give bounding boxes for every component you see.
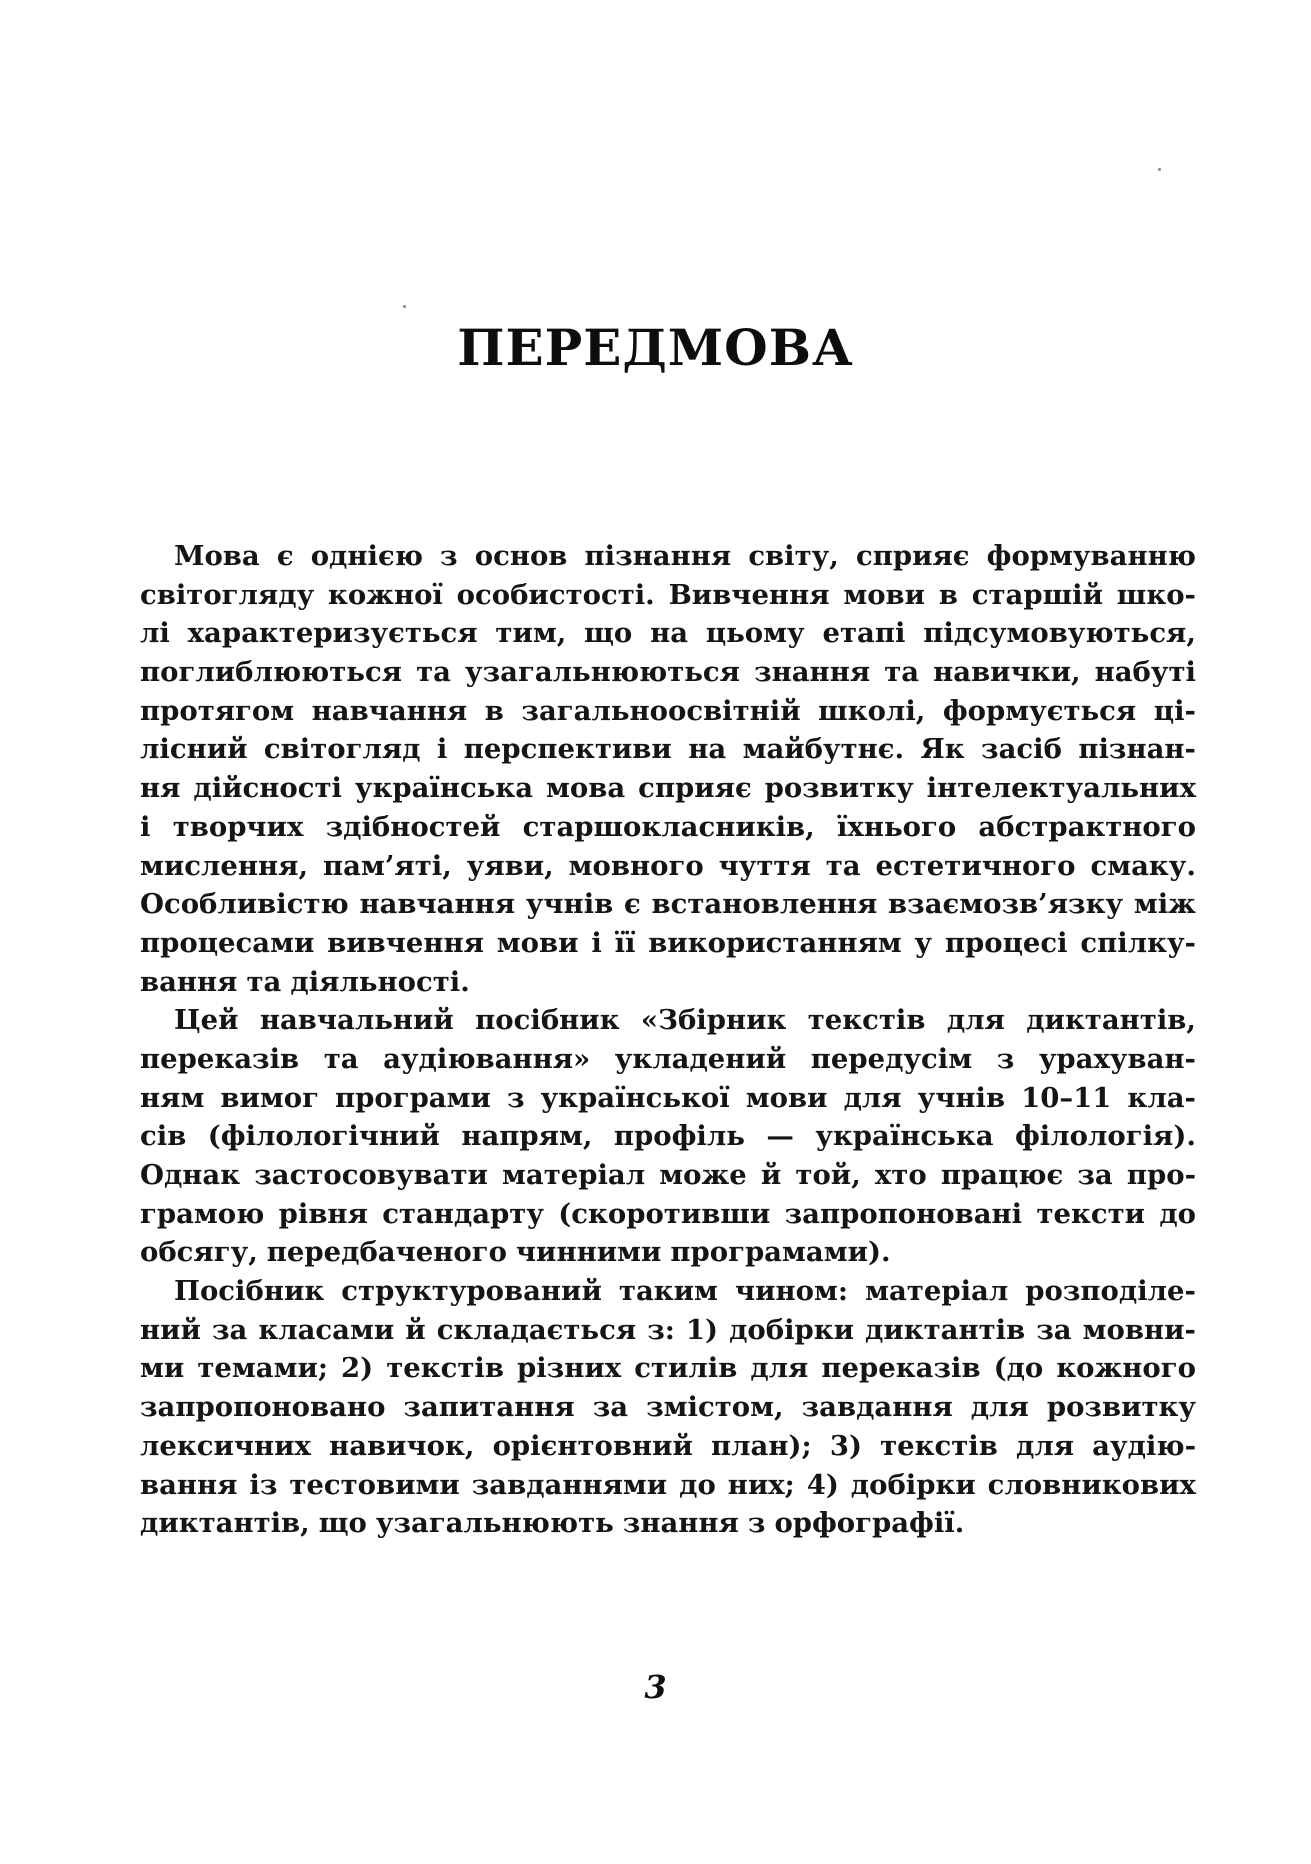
text-line: ний за класами й складається з: 1) добірки диктантів за мовни- [140, 1313, 1196, 1346]
paragraph [140, 537, 1196, 1001]
text-line: Мова є однією з основ пізнання світу, сприяє формуванню [174, 540, 1196, 572]
text-line: лісний світогляд і перспективи на майбутнє. Як засіб пізнан- [140, 733, 1196, 766]
page-number: 3 [644, 1668, 667, 1706]
text-line: Особливістю навчання учнів є встановлення взаємозв’язку між [140, 888, 1196, 921]
text-line: вання та діяльності. [140, 965, 470, 998]
text-line: сів (філологічний напрям, профіль — українська філологія). [140, 1120, 1196, 1153]
text-line: вання із тестовими завданнями до них; 4) добірки словникових [140, 1468, 1196, 1501]
text-line: обсягу, передбаченого чинними програмами). [140, 1236, 891, 1269]
text-line: Цей навчальний посібник «Збірник текстів для диктантів, [174, 1004, 1196, 1037]
page-title: ПЕРЕДМОВА [457, 318, 854, 377]
text-line: переказів та аудіювання» укладений передусім з урахуван- [140, 1042, 1196, 1075]
text-line: лі характеризується тим, що на цьому етапі підсумовуються, [140, 617, 1196, 650]
text-line: грамою рівня стандарту (скоротивши запропоновані тексти до [140, 1197, 1196, 1230]
text-line: процесами вивчення мови і її використанням у процесі спілку- [140, 926, 1196, 959]
text-line: Посібник структурований таким чином: матеріал розподіле- [174, 1275, 1196, 1308]
scan-speck [1158, 168, 1161, 171]
text-line: Однак застосовувати матеріал може й той, хто працює за про- [140, 1159, 1196, 1191]
text-line: світогляду кожної особистості. Вивчення мови в старшій шко- [140, 578, 1196, 611]
scan-speck [403, 305, 406, 308]
paragraph [140, 1001, 1196, 1272]
text-line: лексичних навичок, орієнтовний план); 3) текстів для аудію- [140, 1429, 1196, 1462]
text-line: поглиблюються та узагальнюються знання та навички, набуті [140, 656, 1196, 689]
text-line: диктантів, що узагальнюють знання з орфографії. [140, 1507, 965, 1540]
text-line: ням вимог програми з української мови для учнів 10–11 кла- [140, 1081, 1196, 1114]
text-line: мислення, пам’яті, уяви, мовного чуття та естетичного смаку. [140, 849, 1196, 882]
text-line: запропоновано запитання за змістом, завдання для розвитку [140, 1391, 1196, 1424]
text-line: ня дійсності українська мова сприяє розвитку інтелектуальних [140, 772, 1196, 805]
text-line: протягом навчання в загальноосвітній школі, формується ці- [140, 694, 1196, 727]
preface-body [140, 537, 1196, 1543]
text-line: і творчих здібностей старшокласників, їхнього абстрактного [140, 810, 1196, 843]
text-line: ми темами; 2) текстів різних стилів для переказів (до кожного [140, 1352, 1196, 1385]
paragraph [140, 1272, 1196, 1543]
